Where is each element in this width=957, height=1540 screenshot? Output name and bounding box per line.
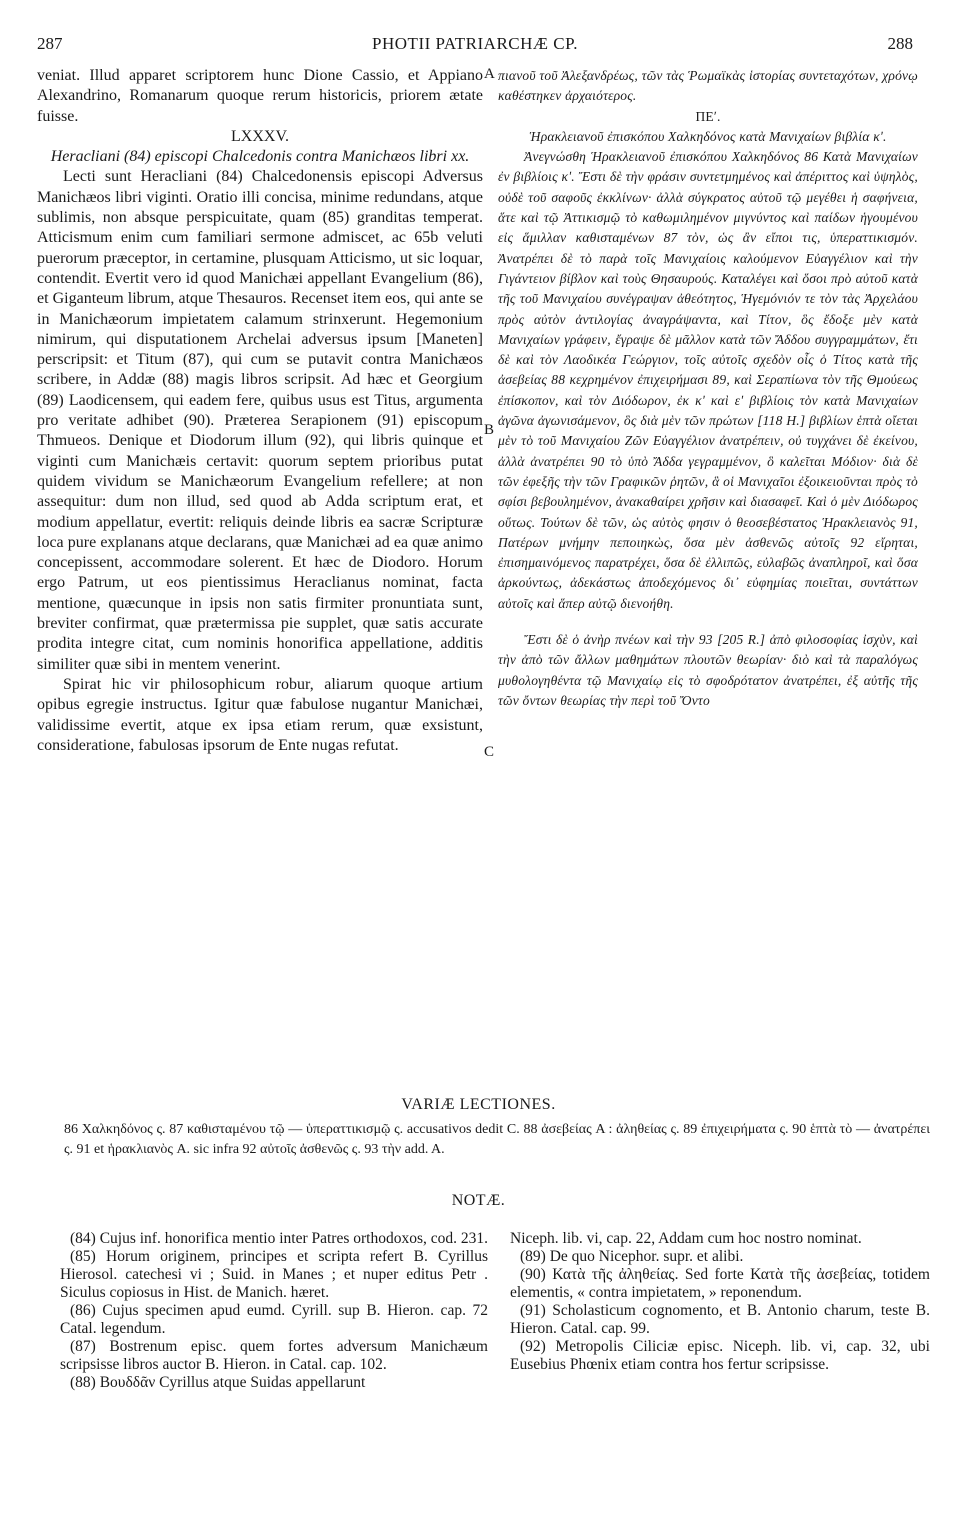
greek-chapter-number: ΠΕʹ. [695, 108, 721, 124]
note-92: (92) Metropolis Ciliciæ episc. Niceph. lib. vi, cap. 32, ubi Eusebius Phœnix etiam contra hos fertur scripsisse. [510, 1338, 930, 1373]
note-88-continued: Niceph. lib. vi, cap. 22, Addam cum hoc nostro nominat. [510, 1230, 862, 1247]
greek-paragraph-3: Ἔστι δὲ ὁ ἀνὴρ πνέων καὶ τὴν 93 [205 R.] ἀπὸ φιλοσοφίας ἰσχὺν, καὶ τὴν ἀπὸ τῶν ἄλλων μαθημάτων πλουτῶν θεωρίαν· διὸ καὶ τὰ παραλόγως μυθολογηθέντα τῷ Μανιχαίῳ εἰς τὸ σφοδρότατον ἀνατρέπει, ἐξ αὐτῆς τῆς τῶν ὄντων θεωρίας τὴν περὶ τοῦ Ὄντο [498, 632, 918, 708]
greek-column [498, 66, 918, 711]
greek-chapter-title: Ἡρακλειανοῦ ἐπισκόπου Χαλκηδόνος κατὰ Μανιχαίων βιβλία κʹ. [529, 128, 887, 144]
greek-paragraph-1: πιανοῦ τοῦ Ἀλεξανδρέως, τῶν τὰς Ῥωμαϊκὰς ἱστορίας συντεταχότων, χρόνῳ καθέστηκεν ἀρχαιότερος. [498, 68, 918, 104]
page-header [37, 34, 913, 58]
note-85: (85) Horum originem, principes et scripta refert B. Cyrillus Hierosol. catechesi vi ; Suid. in Manes ; et nuper editus Petr . Siculus copiosus in Hist. de Manich. hæret. [60, 1248, 488, 1301]
variae-lectiones-text: 86 Χαλκηδόνος ς. 87 καθισταμένου τῷ — ὑπεραττικισμῷ ς. accusativos dedit C. 88 ἀσεβείας A : ἀληθείας ς. 89 ἐπιχειρήματα ς. 90 ἑπτὰ τὸ — ἀνατρέπει ς. 91 et ἡρακλιανὸς A. sic infra 92 αὐτοῖς ἀσθενῶς ς. 93 τὴν add. A. [64, 1122, 930, 1157]
left-page-number: 287 [37, 34, 63, 53]
margin-marker-b: B [484, 422, 495, 438]
latin-chapter-number: LXXXV. [231, 127, 289, 145]
latin-paragraph-1: veniat. Illud apparet scriptorem hunc Dione Cassio, et Appiano Alexandrino, Romanarum quoque rerum historicis, priorem ætate fuisse. [37, 67, 483, 125]
latin-column [37, 66, 483, 756]
variae-lectiones-heading: VARIÆ LECTIONES. [401, 1096, 556, 1113]
note-86: (86) Cujus specimen apud eumd. Cyrill. sup B. Hieron. cap. 72 Catal. legendum. [60, 1302, 488, 1337]
latin-paragraph-2: Lecti sunt Heracliani (84) Chalcedonensis episcopi Adversus Manichæos libri viginti. Oratio illi concisa, minime redundans, atque sublimis, non absque perspicuitate, quam (85) granditas temperat. Atticismum enim cum familiari sermone admiscet, ac 65b veluti puerorum præceptor, in certamine, plusquam Atticismo, ut sic loquar, contendit. Evertit vero id quod Manichæi appellant Evangelium (86), et Giganteum librum, atque Thesauros. Recenset item eos, qui ante se in Manichæorum impietatem calamum strinxerunt. Hegemonium nimirum, qui disputationem Archelai adversus ipsum [Maneten] perscripsit: et Titum (87), qui cum se putavit contra Manichæos scribere, in Addæ (88) magis libros scripsit. Ad hæc et Georgium (89) Laodicensem, qui eadem fere, quibus usus est Titus, argumenta pro veritate adhibet (90). Præterea Serapionem (91) episcopum Thmueos. Denique et Diodorum illum (92), qui libris quinque et viginti cum Manichæis certavit: quorum septem prioribus putat quidem vividum se Manichæorum Evangelium refellere; at non assequitur: dum non illud, sed quod ab Adda scriptum erat, et modium appellatur, evertit: reliquis deinde libris ea sacræ Scripturæ loca pure explanans atque declarans, quæ Manichæi ad ea quæ animo concepissent, accommodare solerent. Et hæc de Diodoro. Horum ergo Patrum, ut eos pientissimus Heraclianus nominat, facta mentione, quæcunque in ipsis non satis firmiter pronuntiata sunt, breviter confirmat, quæ prætermissa pie supplet, quæ satis accurate prodita integre citat, cum nominis honorifica appellatione, additis similiter quæ sibi in mentem venerint. [37, 168, 483, 673]
notes-left-column [60, 1230, 488, 1392]
note-84: (84) Cujus inf. honorifica mentio inter Patres orthodoxos, cod. 231. [70, 1230, 489, 1247]
greek-paragraph-2: Ἀνεγνώσθη Ἡρακλειανοῦ ἐπισκόπου Χαλκηδόνος 86 Κατὰ Μανιχαίων ἐν βιβλίοις κʹ. Ἔστι δὲ τὴν φράσιν συντετμημένος καὶ ἀπέριττος καὶ ὑψηλὸς, οὐδὲ τοῦ σαφοῦς ἐκκλίνων· ἀλλὰ σύγκρατος αὐτοῦ τῷ μεγέθει ἡ σαφήνεια, ἅτε καὶ τῷ Ἀττικισμῷ τὸ καθωμιλημένον μιγνύντος καὶ παίδων ἡγουμένου εἰς ἅμιλλαν καθισταμένων 87 τὸν, ὡς ἂν εἴποι τις, ὑπεραττικισμόν. Ἀνατρέπει δὲ τὸ παρὰ τοῖς Μανιχαίοις καλούμενον Εὐαγγέλιον καὶ τὴν Γιγάντειον βίβλον καὶ τοὺς Θησαυρούς. Καταλέγει καὶ ὅσοι πρὸ αὐτοῦ κατὰ τῆς τοῦ Μανιχαίου συνέγραψαν ἀθεότητος, Ἡγεμόνιόν τε τὸν τὰς Ἀρχελάου πρὸς αὐτὸν ἀντιλογίας ἀναγράψαντα, καὶ Τίτον, ὃς ἔδοξε μὲν κατὰ Μανιχαίων γράφειν, ἔγραψε δὲ μᾶλλον κατὰ τῶν Ἄδδου συγγραμμάτων, ἔτι δὲ καὶ τὸν Λαοδικέα Γεώργιον, τοῖς αὐτοῖς σχεδὸν οἷς ὁ Τίτος κατὰ τῆς ἀσεβείας 88 κεχρημένον ἐπιχειρήμασι 89, καὶ Σεραπίωνα τὸν τῆς Θμούεως ἐπίσκοπον, καὶ τὸν Διόδωρον, ἐκ κʹ καὶ εʹ βιβλίοις τὸν κατὰ Μανιχαίων ἀγῶνα ἀγωνισάμενον, ὃς διὰ μὲν τῶν πρώτων [118 H.] βιβλίων ἑπτὰ οἴεται μὲν τὸ τοῦ Μανιχαίου Ζῶν Εὐαγγέλιον ἀνατρέπειν, οὐ τυγχάνει δὲ ἐκείνου, ἀλλὰ ἀνατρέπει 90 τὸ ὑπὸ Ἄδδα γεγραμμένον, ὃ καλεῖται Μόδιον· διὰ δὲ τῶν ἐφεξῆς τὴν τῶν Γραφικῶν ῥητῶν, ἃ οἱ Μανιχαῖοι ἐξοικειοῦνται πρὸς τὸ σφίσι βεβουλημένον, ἀνακαθαίρει χρῆσιν καὶ διασαφεῖ. Καὶ ὁ μὲν Διόδωρος οὕτως. Τούτων δὲ τῶν, ὡς αὐτὸς φησιν ὁ θεοσεβέστατος Ἡρακλειανὸς 91, Πατέρων μνήμην πεποιηκὼς, ὅσα μὲν ἀσθενῶς αὐτοῖς 92 εἴρηται, ἐπισημαινόμενος παρατρέχει, ὅσα δὲ ἐλλιπῶς, εὐλαβῶς ἀναπληροῖ, καὶ ὅσα ἀρκούντως, ἀδεκάστως ἀποδεχόμενος δι᾽ εὐφημίας ποιεῖται, συντάττων αὐτοῖς καὶ ἅπερ αὐτῷ διενοήθη. [498, 149, 918, 611]
margin-marker-c: C [484, 744, 495, 760]
latin-paragraph-3: Spirat hic vir philosophicum robur, aliarum quoque artium opibus egregie instructus. Igitur quæ fabulose nugantur Manichæi, validissime evertit, atque ex ipsa etiam rerum, quæ exsistunt, consideratione, fabulosas ipsorum de Ente nugas refutat. [37, 675, 483, 754]
note-87: (87) Bostrenum episc. quem fortes adversum Manichæum scripsisse libros auctor B. Hieron. in Catal. cap. 102. [60, 1338, 488, 1373]
note-88: (88) Βουδδᾶν Cyrillus atque Suidas appellarunt [70, 1374, 366, 1391]
margin-marker-a: A [484, 66, 495, 82]
note-91: (91) Scholasticum cognomento, et B. Antonio charum, teste B. Hieron. Catal. cap. 99. [510, 1302, 930, 1337]
right-page-number: 288 [887, 34, 913, 53]
running-title: PHOTII PATRIARCHÆ CP. [372, 34, 578, 53]
note-89: (89) De quo Nicephor. supr. et alibi. [520, 1248, 744, 1265]
note-90: (90) Κατὰ τῆς ἀληθείας. Sed forte Κατὰ τῆς ἀσεβείας, totidem elementis, « contra impietatem, » reponendum. [510, 1266, 930, 1301]
latin-chapter-title: Heracliani (84) episcopi Chalcedonis contra Manichæos libri xx. [50, 148, 470, 166]
notae-heading: NOTÆ. [451, 1192, 506, 1209]
notes-right-column [510, 1230, 930, 1374]
